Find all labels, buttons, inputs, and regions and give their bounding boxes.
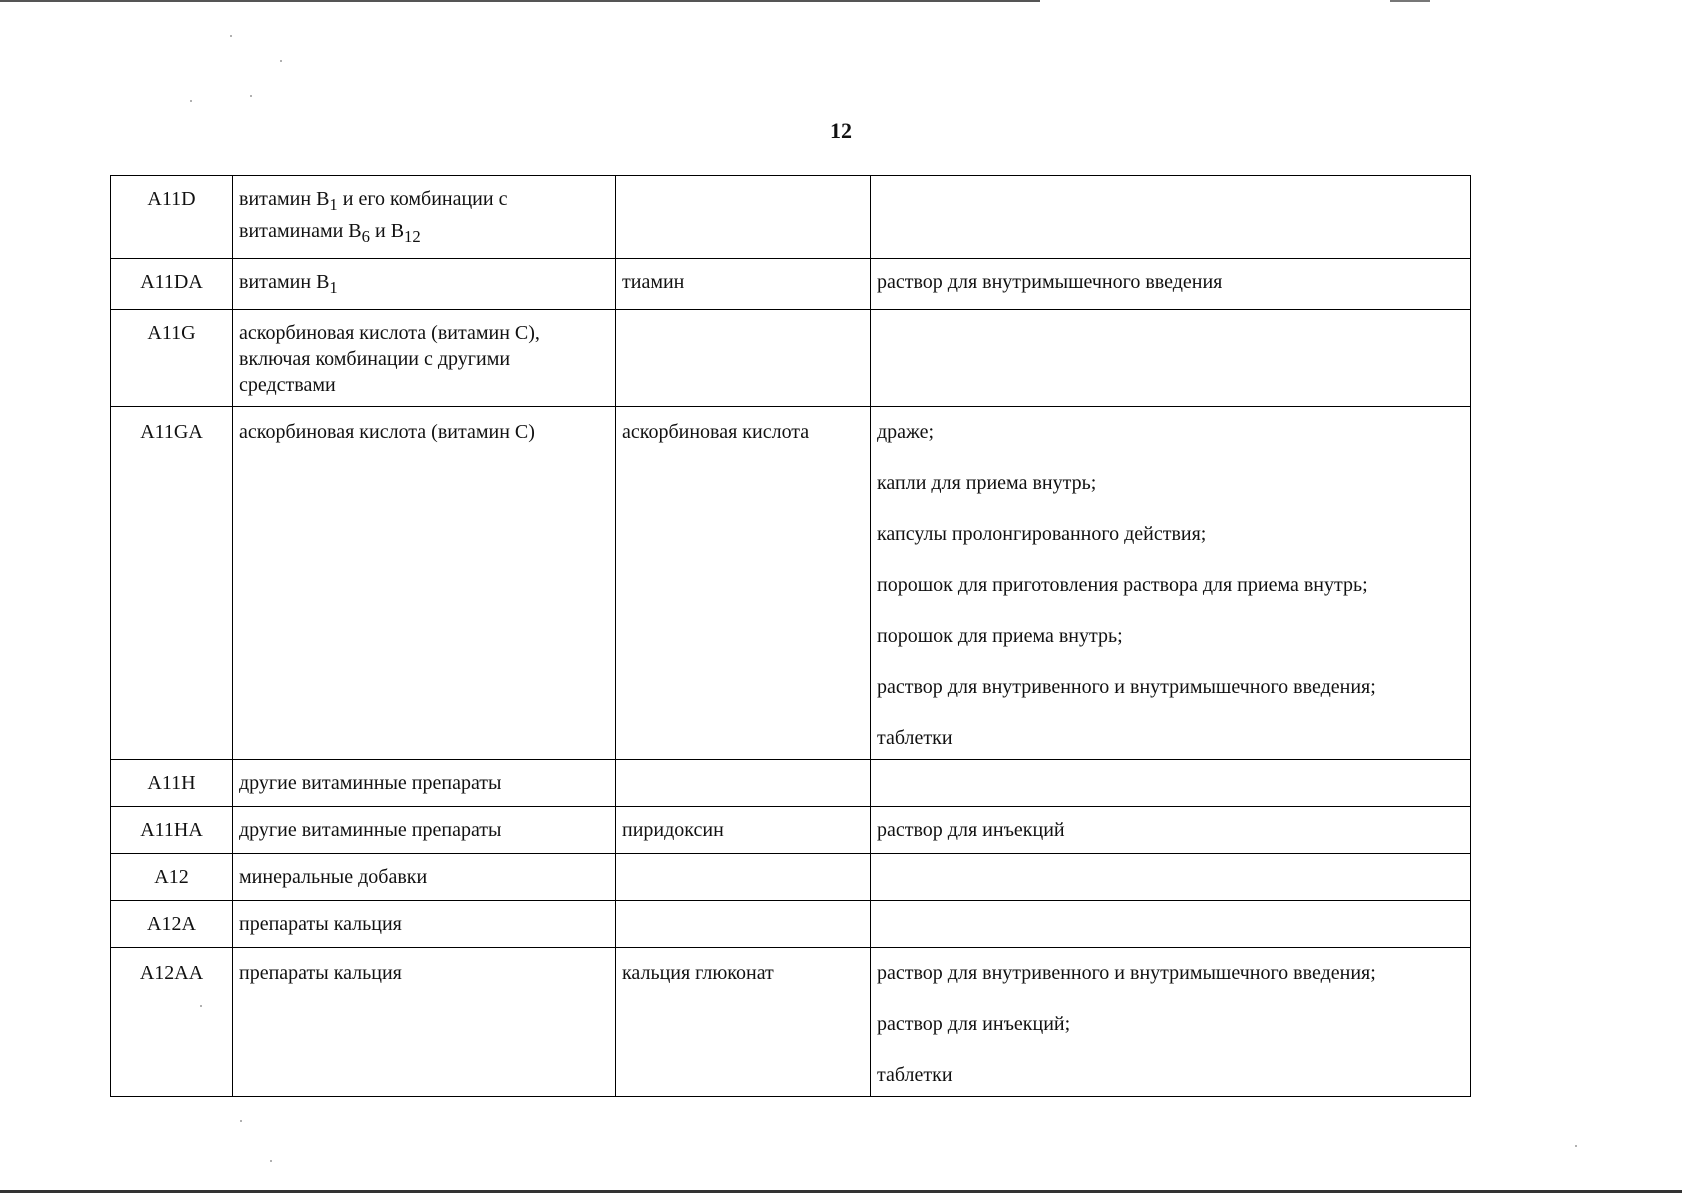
- bottom-border-line: [0, 1190, 1682, 1193]
- dosage-form: драже;: [877, 421, 935, 443]
- substance-cell: [616, 854, 871, 901]
- table-row: [111, 176, 1471, 259]
- group-cell: другие витаминные препараты: [233, 807, 616, 854]
- dosage-form: капли для приема внутрь;: [877, 472, 1097, 494]
- forms-cell: [871, 760, 1471, 807]
- atc-code-cell: A12AA: [111, 948, 233, 1097]
- dosage-form: таблетки: [877, 727, 953, 749]
- top-border-line: [0, 0, 1040, 2]
- scan-speck: [280, 60, 282, 62]
- atc-code-cell: A11G: [111, 310, 233, 407]
- scan-speck: [200, 1005, 202, 1007]
- group-cell: витамин $B_1$ и его комбинации с витаминами $B_6$ и $B_{12}$: [233, 176, 616, 259]
- atc-code-cell: A12: [111, 854, 233, 901]
- forms-cell: раствор для внутримышечного введения: [871, 259, 1471, 310]
- substance-cell: пиридоксин: [616, 807, 871, 854]
- group-cell: аскорбиновая кислота (витамин С), включая комбинации с другими средствами: [233, 310, 616, 407]
- page-number: 12: [830, 118, 852, 143]
- top-border-line-fragment: [1390, 0, 1430, 2]
- dosage-form: порошок для приема внутрь;: [877, 625, 1123, 647]
- scan-speck: [1575, 1145, 1577, 1147]
- group-cell: аскорбиновая кислота (витамин С): [233, 407, 616, 760]
- group-cell: другие витаминные препараты: [233, 760, 616, 807]
- table-row: [111, 407, 1471, 760]
- substance-cell: аскорбиновая кислота: [616, 407, 871, 760]
- forms-cell: [871, 310, 1471, 407]
- substance-cell: [616, 760, 871, 807]
- scan-speck: [240, 1120, 242, 1122]
- group-cell: минеральные добавки: [233, 854, 616, 901]
- substance-cell: кальция глюконат: [616, 948, 871, 1097]
- forms-cell: [871, 948, 1471, 1097]
- scan-speck: [270, 1160, 272, 1162]
- substance-cell: [616, 901, 871, 948]
- substance-cell: тиамин: [616, 259, 871, 310]
- group-cell: препараты кальция: [233, 901, 616, 948]
- scan-speck: [190, 100, 192, 102]
- atc-code-cell: A11DA: [111, 259, 233, 310]
- atc-code-cell: A11H: [111, 760, 233, 807]
- atc-code-cell: A12A: [111, 901, 233, 948]
- dosage-form: порошок для приготовления раствора для приема внутрь;: [877, 574, 1368, 596]
- forms-cell: [871, 854, 1471, 901]
- substance-cell: [616, 310, 871, 407]
- table-row: [111, 760, 1471, 807]
- scan-speck: [250, 95, 252, 97]
- table-row: [111, 310, 1471, 407]
- atc-code-cell: A11GA: [111, 407, 233, 760]
- group-cell: препараты кальция: [233, 948, 616, 1097]
- table-row: [111, 901, 1471, 948]
- substance-cell: [616, 176, 871, 259]
- drug-table: [110, 175, 1471, 1097]
- forms-cell: раствор для инъекций: [871, 807, 1471, 854]
- scan-speck: [230, 35, 232, 37]
- dosage-form: капсулы пролонгированного действия;: [877, 523, 1207, 545]
- dosage-form: раствор для внутривенного и внутримышечного введения;: [877, 676, 1376, 698]
- forms-cell: [871, 176, 1471, 259]
- dosage-form: раствор для инъекций;: [877, 1013, 1071, 1035]
- atc-code-cell: A11HA: [111, 807, 233, 854]
- atc-code-cell: A11D: [111, 176, 233, 259]
- table-row: [111, 259, 1471, 310]
- dosage-form: раствор для внутривенного и внутримышечного введения;: [877, 962, 1376, 984]
- table-row: [111, 807, 1471, 854]
- table-row: [111, 948, 1471, 1097]
- forms-cell: [871, 407, 1471, 760]
- group-cell: витамин $B_1$: [233, 259, 616, 310]
- table-row: [111, 854, 1471, 901]
- forms-cell: [871, 901, 1471, 948]
- dosage-form: таблетки: [877, 1064, 953, 1086]
